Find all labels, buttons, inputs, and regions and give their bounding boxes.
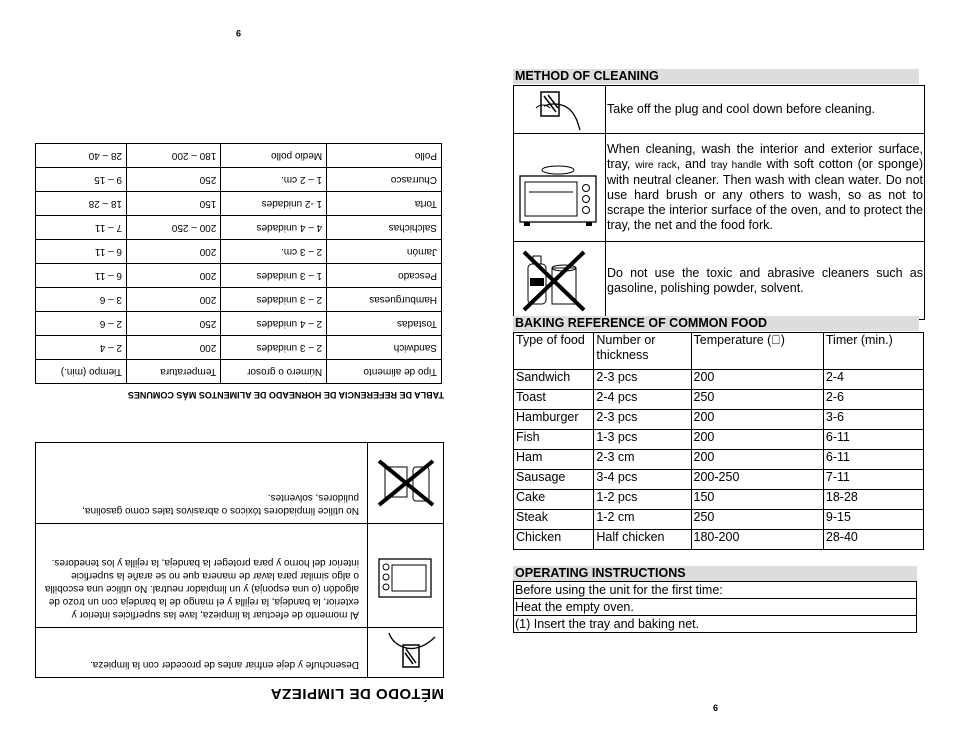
baking-reference-table [35,143,442,384]
table-cell: 6-11 [823,430,923,450]
table-header-cell: Tipo de alimento [327,360,442,384]
table-header-cell: Número o grosor [221,360,327,384]
table-cell: 200 [691,450,823,470]
table-row [514,242,925,320]
table-cell: 250 [127,312,221,336]
table-row [514,510,924,530]
table-cell: Half chicken [594,530,691,550]
table-cell: 6-11 [823,450,923,470]
table-cell: 200 [691,370,823,390]
table-header-cell: Tiempo (min.) [36,360,127,384]
instruction-line: (1) Insert the tray and baking net. [514,616,917,633]
table-cell: Salchichas [327,216,442,240]
table-cell: 150 [127,192,221,216]
table-header-row [36,360,442,384]
table-cell: 1-2 cm [594,510,691,530]
table-cell: 200 [127,336,221,360]
cleaning-text-part: with soft cotton (or sponge) with neutral cleaner. Then wash with clean water. Do not use hard brush or any others to wash, so as not to scrape the interior surface of the oven, and to protect the tray, the net and the food fork. [607,157,923,232]
cleaning-method-table [35,442,444,678]
table-row [36,192,442,216]
section-title-reference: TABLA DE REFERENCIA DE HORNEADO DE ALIMENTOS MÁS COMUNES [127,390,444,400]
table-cell: 200-250 [691,470,823,490]
table-row [36,524,444,628]
table-cell: 9 – 15 [36,168,127,192]
oven-icon [514,134,606,242]
instruction-line: Heat the empty oven. [514,599,917,616]
table-cell: 2 – 3 unidades [221,336,327,360]
table-cell: 250 [691,510,823,530]
table-cell: 2 – 3 unidades [221,288,327,312]
section-title-reference: BAKING REFERENCE OF COMMON FOOD [513,316,919,331]
table-cell: 9-15 [823,510,923,530]
table-cell: 250 [127,168,221,192]
table-cell: Jamón [327,240,442,264]
table-cell: 28-40 [823,530,923,550]
table-cell: 2-3 pcs [594,370,691,390]
oven-icon [368,524,444,628]
table-row [514,490,924,510]
cleaning-step-1: Take off the plug and cool down before cleaning. [606,86,925,134]
table-cell: Sausage [514,470,594,490]
table-cell: Pollo [327,144,442,168]
table-cell: 1 -2 unidades [221,192,327,216]
tray-handle-label: tray handle [710,160,762,171]
table-header-cell: Type of food [514,333,594,370]
table-cell: 6 – 11 [36,240,127,264]
table-cell: 1 – 2 cm. [221,168,327,192]
table-cell: 2 – 4 unidades [221,312,327,336]
table-cell: 3-6 [823,410,923,430]
table-cell: 200 [691,430,823,450]
table-cell: Sandwich [327,336,442,360]
table-row [36,336,442,360]
table-cell: 18-28 [823,490,923,510]
table-cell: 2 – 3 cm. [221,240,327,264]
table-cell: Sandwich [514,370,594,390]
table-row [36,240,442,264]
table-row [36,443,444,524]
table-cell: Hamburguesas [327,288,442,312]
wire-rack-label: wire rack [635,160,677,171]
table-cell: 2-4 pcs [594,390,691,410]
table-cell: Medio pollo [221,144,327,168]
table-cell: 28 – 40 [36,144,127,168]
table-row [514,470,924,490]
table-row [514,616,917,633]
table-cell: 2-3 cm [594,450,691,470]
table-header-cell: Temperatura [127,360,221,384]
table-cell: Churrasco [327,168,442,192]
cleaning-step-1: Desenchufe y deje enfriar antes de proceder con la limpieza. [36,628,368,678]
table-row [36,264,442,288]
table-cell: 3 – 6 [36,288,127,312]
instruction-line: Before using the unit for the first time: [514,582,917,599]
table-cell: 2-6 [823,390,923,410]
table-cell: 200 [127,288,221,312]
table-row [36,628,444,678]
section-title-cleaning: MÉTODO DE LIMPIEZA [270,685,444,702]
table-row [36,312,442,336]
cleaning-text-part: , and [676,157,706,171]
table-cell: 1-3 pcs [594,430,691,450]
table-cell: 200 [127,264,221,288]
table-cell: Fish [514,430,594,450]
table-cell: 2 – 6 [36,312,127,336]
table-header-row [514,333,924,370]
table-row [514,530,924,550]
table-cell: 250 [691,390,823,410]
table-row [514,370,924,390]
table-cell: 2-4 [823,370,923,390]
table-cell: 1-2 pcs [594,490,691,510]
table-cell: 7-11 [823,470,923,490]
operating-instructions-table [513,581,917,633]
unplug-icon [514,86,606,134]
table-header-cell: Temperature ( ) [691,333,823,370]
table-cell: 7 – 11 [36,216,127,240]
table-cell: 150 [691,490,823,510]
table-cell: Tostadas [327,312,442,336]
table-cell: 3-4 pcs [594,470,691,490]
cleaning-step-2 [606,134,925,242]
table-cell: Steak [514,510,594,530]
section-title-operating: OPERATING INSTRUCTIONS [513,566,917,581]
table-cell: Toast [514,390,594,410]
table-cell: 2 – 4 [36,336,127,360]
table-cell: 18 – 28 [36,192,127,216]
table-row [514,582,917,599]
baking-reference-table [513,332,924,550]
cleaning-step-3: Do not use the toxic and abrasive cleaners such as gasoline, polishing powder, solvent. [606,242,925,320]
table-row [514,410,924,430]
table-row [36,144,442,168]
table-cell: Torta [327,192,442,216]
table-cell: Hamburger [514,410,594,430]
no-abrasive-cleaners-icon [368,443,444,524]
table-header-cell: Timer (min.) [823,333,923,370]
cleaning-step-2: Al momento de efectuar la limpieza, lave las superficies interior y exterior, la bandeja, la rejilla y el mango de la bandeja con un trozo de algodón (o una esponja) y un limpiador neutral. No utilice una escobilla o algo similar para lavar de manera que no se arañe la superficie interior del horno y para proteger la bandeja, la rejilla y los tenedores. [36,524,368,628]
table-cell: 200 [127,240,221,264]
cleaning-method-table [513,85,925,320]
table-row [36,168,442,192]
cleaning-step-3: No utilice limpiadores tóxicos o abrasivos tales como gasolina, pulidores, solventes. [36,443,368,524]
table-cell: Cake [514,490,594,510]
table-row [514,430,924,450]
table-row [514,599,917,616]
table-header-cell: Number or thickness [594,333,691,370]
table-row [514,134,925,242]
cleaning-text-part: When cleaning, wash the interior and exterior surface, tray, [607,142,923,171]
no-abrasive-cleaners-icon [514,242,606,320]
table-cell: Chicken [514,530,594,550]
table-cell: 200 [691,410,823,430]
unplug-icon [368,628,444,678]
table-row [514,450,924,470]
table-cell: 4 – 4 unidades [221,216,327,240]
table-cell: 6 – 11 [36,264,127,288]
table-cell: 180 – 200 [127,144,221,168]
table-cell: 2-3 pcs [594,410,691,430]
table-cell: Ham [514,450,594,470]
table-row [514,86,925,134]
table-row [36,288,442,312]
page-number: 6 [713,703,719,713]
table-cell: Pescado [327,264,442,288]
section-title-cleaning: METHOD OF CLEANING [513,69,919,84]
table-cell: 180-200 [691,530,823,550]
table-row [514,390,924,410]
table-cell: 1 – 3 unidades [221,264,327,288]
table-row [36,216,442,240]
page-number: 9 [235,28,241,38]
table-cell: 200 – 250 [127,216,221,240]
